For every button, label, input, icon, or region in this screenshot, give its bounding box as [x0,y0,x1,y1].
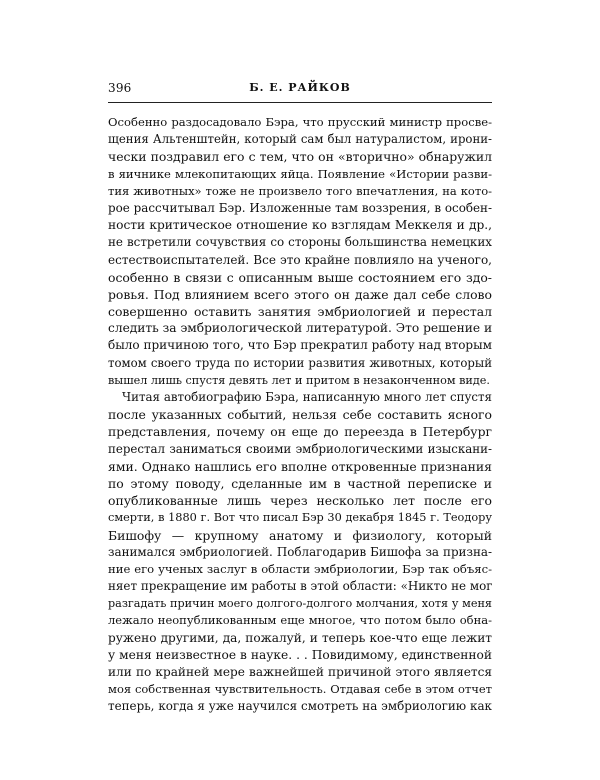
body-text [108,114,492,716]
text-line: ровья. Под влиянием всего этого он даже дал себе слово [108,286,492,302]
text-line: теперь, когда я уже научился смотреть на эмбриологию как [108,699,492,714]
text-line: следить за эмбриологической литературой. Это решение и [108,321,493,336]
text-line: лежало неопубликованным еще многое, что потом было обна- [108,613,492,628]
paragraph-2 [108,389,492,716]
text-line: занимался эмбриологией. Поблагодарив Бишофа за призна- [108,544,492,559]
text-line: в яичнике млекопитающих яйца. Появление «Истории разви- [108,166,492,181]
text-line: ности критическое отношение ко взглядам Меккеля и др., [108,218,492,233]
text-line: естествоиспытателей. Все это крайне повлияло на ученого, [108,252,492,267]
text-line: перестал заниматься своими эмбриологическими изыскани- [108,441,492,456]
text-line: Читая автобиографию Бэра, написанную много лет спустя [122,390,492,404]
text-line: по этому поводу, сделанные им в частной переписке и [108,475,492,491]
text-line: не встретили сочувствия со стороны большинства немецких [108,235,492,250]
page-header [108,80,492,100]
text-line: ружено другими, да, пожалуй, и теперь кое-что еще лежит [108,630,492,645]
text-line: смерти, в 1880 г. Вот что писал Бэр 30 декабря 1845 г. Теодору [108,511,492,525]
text-line: чески поздравил его с тем, что он «вторично» обнаружил [108,149,492,165]
text-line: или по крайней мере важнейшей причиной этого является [108,665,492,679]
text-line: ями. Однако нашлись его вполне откровенные признания [108,458,492,474]
text-line: особенно в связи с описанным выше состоянием его здо- [108,269,492,285]
text-line: Особенно раздосадовало Бэра, что прусский министр просве- [108,115,492,129]
text-line: няет прекращение им работы в этой области: «Никто не мог [108,579,493,594]
running-head: Б. Е. РАЙКОВ [249,81,351,94]
text-line: ние его ученых заслуг в области эмбриологии, Бэр так объяс- [108,561,492,576]
text-line: вышел лишь спустя девять лет и притом в незаконченном виде. [108,373,490,387]
text-line: совершенно оставить занятия эмбриологией и перестал [108,304,492,320]
page-number: 396 [108,81,132,95]
paragraph-1 [108,114,492,389]
text-line: было причиною того, что Бэр прекратил работу над вторым [108,338,492,353]
text-line: Бишофу — крупному анатому и физиологу, который [108,527,492,543]
text-line: после указанных событий, нельзя себе составить ясного [108,407,492,423]
header-rule [108,102,492,103]
text-line: у меня неизвестное в науке. . . Повидимому, единственной [108,647,492,662]
text-line: томом своего труда по истории развития животных, который [108,355,492,370]
text-line: рое рассчитывал Бэр. Изложенные там воззрения, в особен- [108,200,492,215]
text-line: тия животных» тоже не произвело того впечатления, на кото- [108,183,492,198]
text-line: моя собственная чувствительность. Отдавая себе в этом отчет [108,682,492,697]
text-line: щения Альтенштейн, который сам был натуралистом, ирони- [108,132,492,147]
text-line: разгадать причин моего долгого-долгого молчания, хотя у меня [108,597,492,611]
text-line: опубликованные лишь через несколько лет после его [108,493,492,509]
text-line: представления, почему он еще до переезда в Петербург [108,424,492,440]
